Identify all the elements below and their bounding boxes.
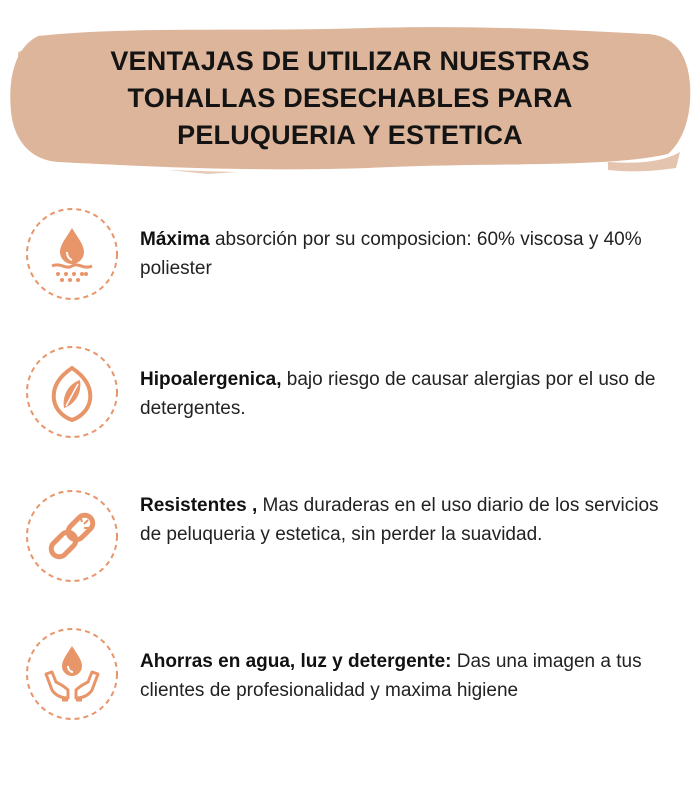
item-description <box>140 365 680 423</box>
item-description <box>140 225 680 283</box>
hands-water-drop-icon <box>22 624 122 724</box>
item-bold-label: Máxima <box>140 229 210 250</box>
leaf-shield-icon <box>22 342 122 442</box>
item-description <box>140 491 680 549</box>
page-title: VENTAJAS DE UTILIZAR NUESTRAS TOHALLAS DESECHABLES PARA PELUQUERIA Y ESTETICA <box>110 45 590 150</box>
item-text: Mas duraderas en el uso diario de los servicios de peluqueria y estetica, sin perder la suavidad. <box>140 495 659 545</box>
item-bold-label: Resistentes , <box>140 495 258 516</box>
item-text: absorción por su composicion: 60% viscosa y 40% poliester <box>140 229 642 279</box>
item-text: bajo riesgo de causar alergias por el uso de detergentes. <box>140 369 656 419</box>
chain-link-icon <box>22 486 122 586</box>
item-description <box>140 647 680 705</box>
title-banner <box>8 22 692 174</box>
item-bold-label: Hipoalergenica, <box>140 369 282 390</box>
item-bold-label: Ahorras en agua, luz y detergente: <box>140 651 452 672</box>
item-text: Das una imagen a tus clientes de profesionalidad y maxima higiene <box>140 651 642 701</box>
water-drop-absorption-icon <box>22 204 122 304</box>
